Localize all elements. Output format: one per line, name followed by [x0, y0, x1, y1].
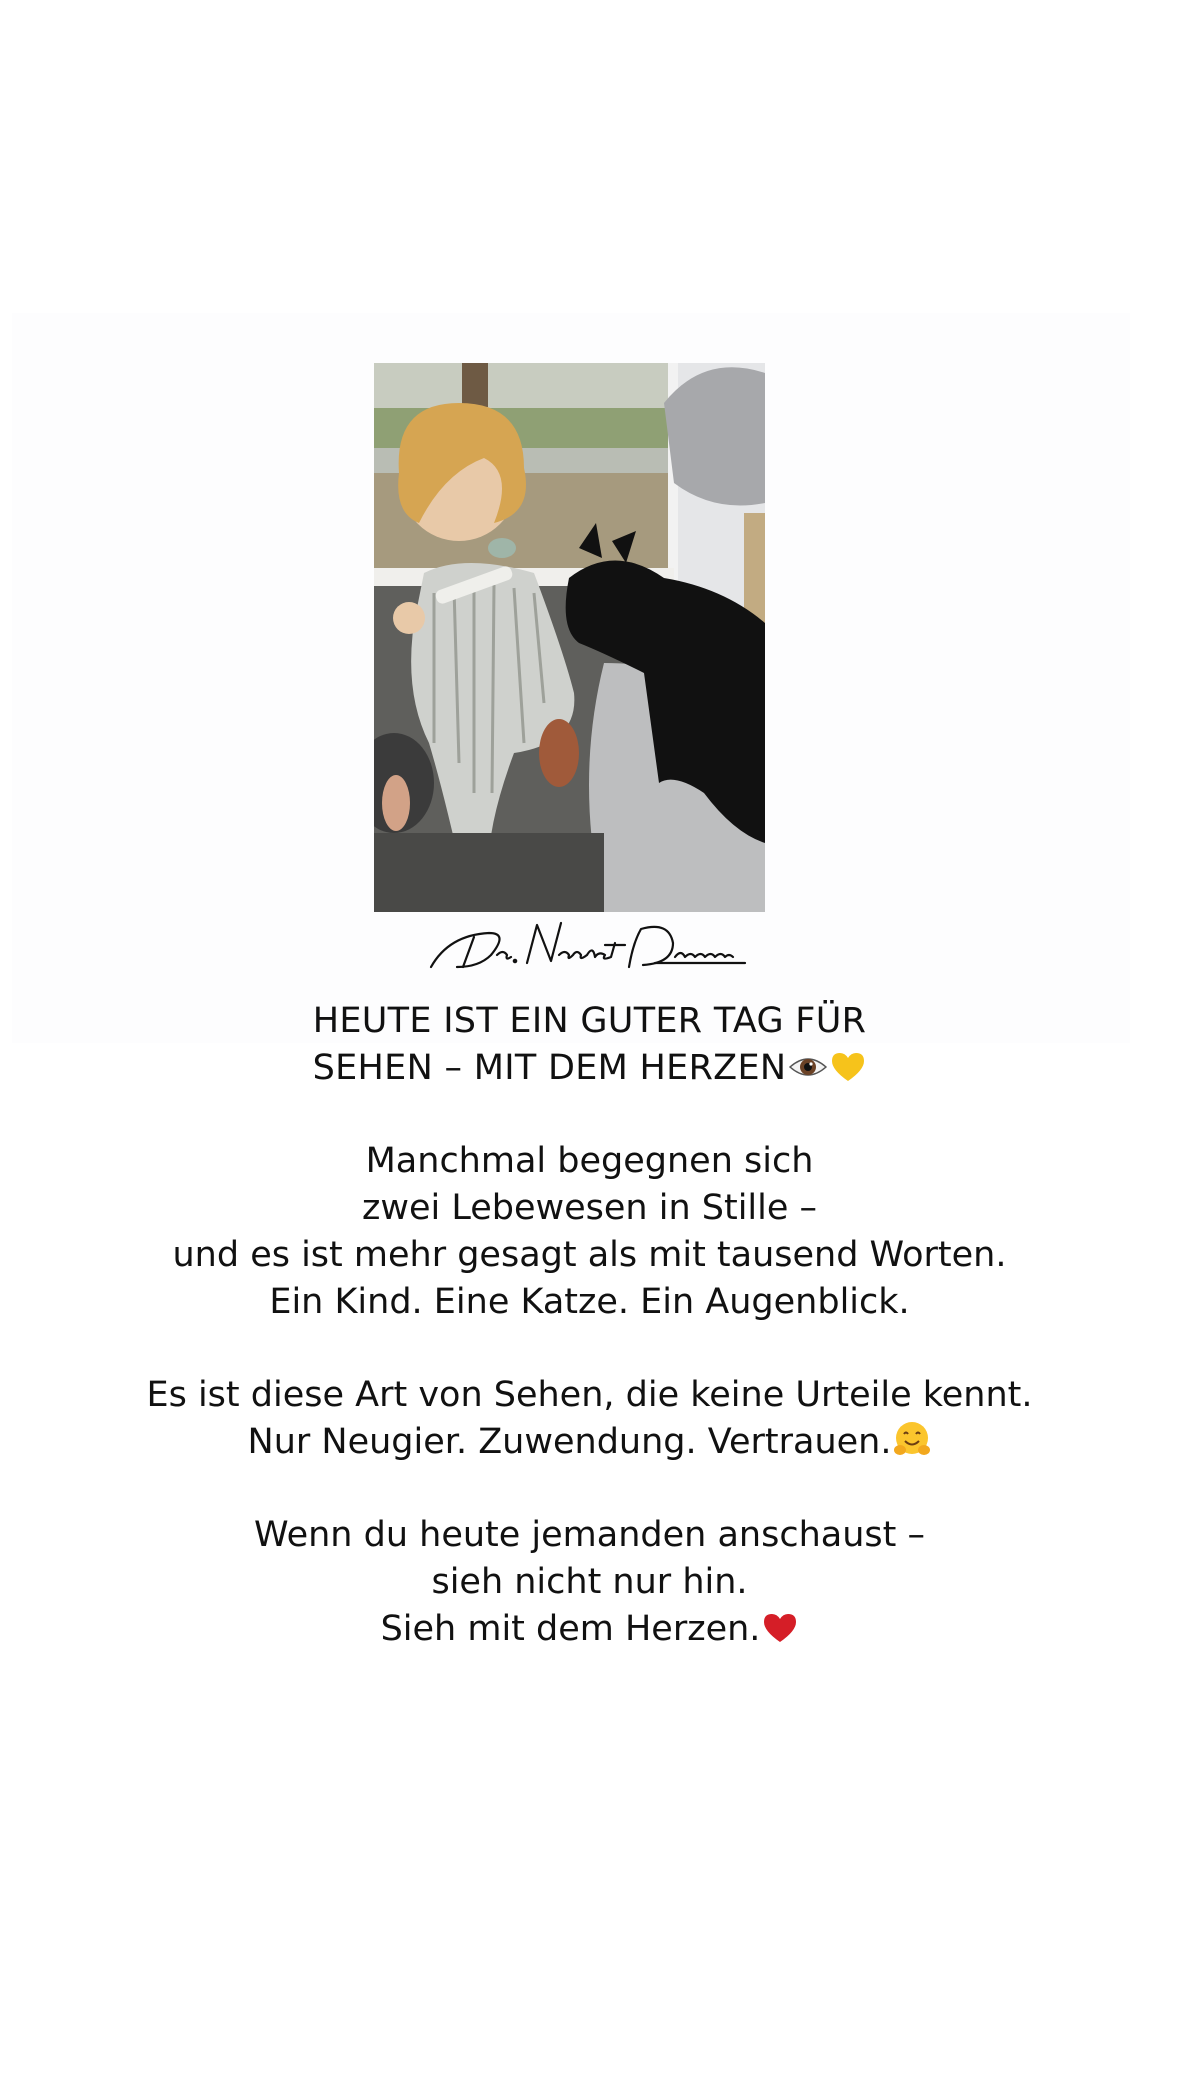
headline-line-2-text: SEHEN – MIT DEM HERZEN [312, 1048, 787, 1088]
headline-line-2 [40, 1045, 1139, 1092]
hugging-face-icon [893, 1421, 931, 1457]
paragraph-2-line-2-text: Nur Neugier. Zuwendung. Vertrauen. [247, 1422, 892, 1462]
paragraph-3 [40, 1512, 1139, 1653]
paragraph-1-line-3: und es ist mehr gesagt als mit tausend Worten. [172, 1235, 1007, 1275]
yellow-heart-icon [830, 1051, 866, 1083]
child-with-cat-photo [374, 363, 765, 912]
paragraph-3-line-3 [40, 1606, 1139, 1653]
red-heart-icon [762, 1612, 798, 1644]
paragraph-2 [40, 1372, 1139, 1466]
headline [40, 998, 1139, 1092]
eye-emoji-icon [788, 1051, 828, 1083]
paragraph-1-line-1: Manchmal begegnen sich [365, 1141, 814, 1181]
paragraph-1-line-4: Ein Kind. Eine Katze. Ein Augenblick. [269, 1282, 910, 1322]
paragraph-2-line-2 [40, 1419, 1139, 1466]
paragraph-3-line-1: Wenn du heute jemanden anschaust – [254, 1515, 925, 1555]
paragraph-3-line-2: sieh nicht nur hin. [431, 1562, 748, 1602]
headline-line-1: HEUTE IST EIN GUTER TAG FÜR [312, 1001, 867, 1041]
paragraph-2-line-1: Es ist diese Art von Sehen, die keine Urteile kennt. [146, 1375, 1033, 1415]
paragraph-3-line-3-text: Sieh mit dem Herzen. [380, 1609, 761, 1649]
paragraph-1 [40, 1138, 1139, 1326]
paragraph-1-line-2: zwei Lebewesen in Stille – [361, 1188, 818, 1228]
signature [429, 915, 749, 981]
